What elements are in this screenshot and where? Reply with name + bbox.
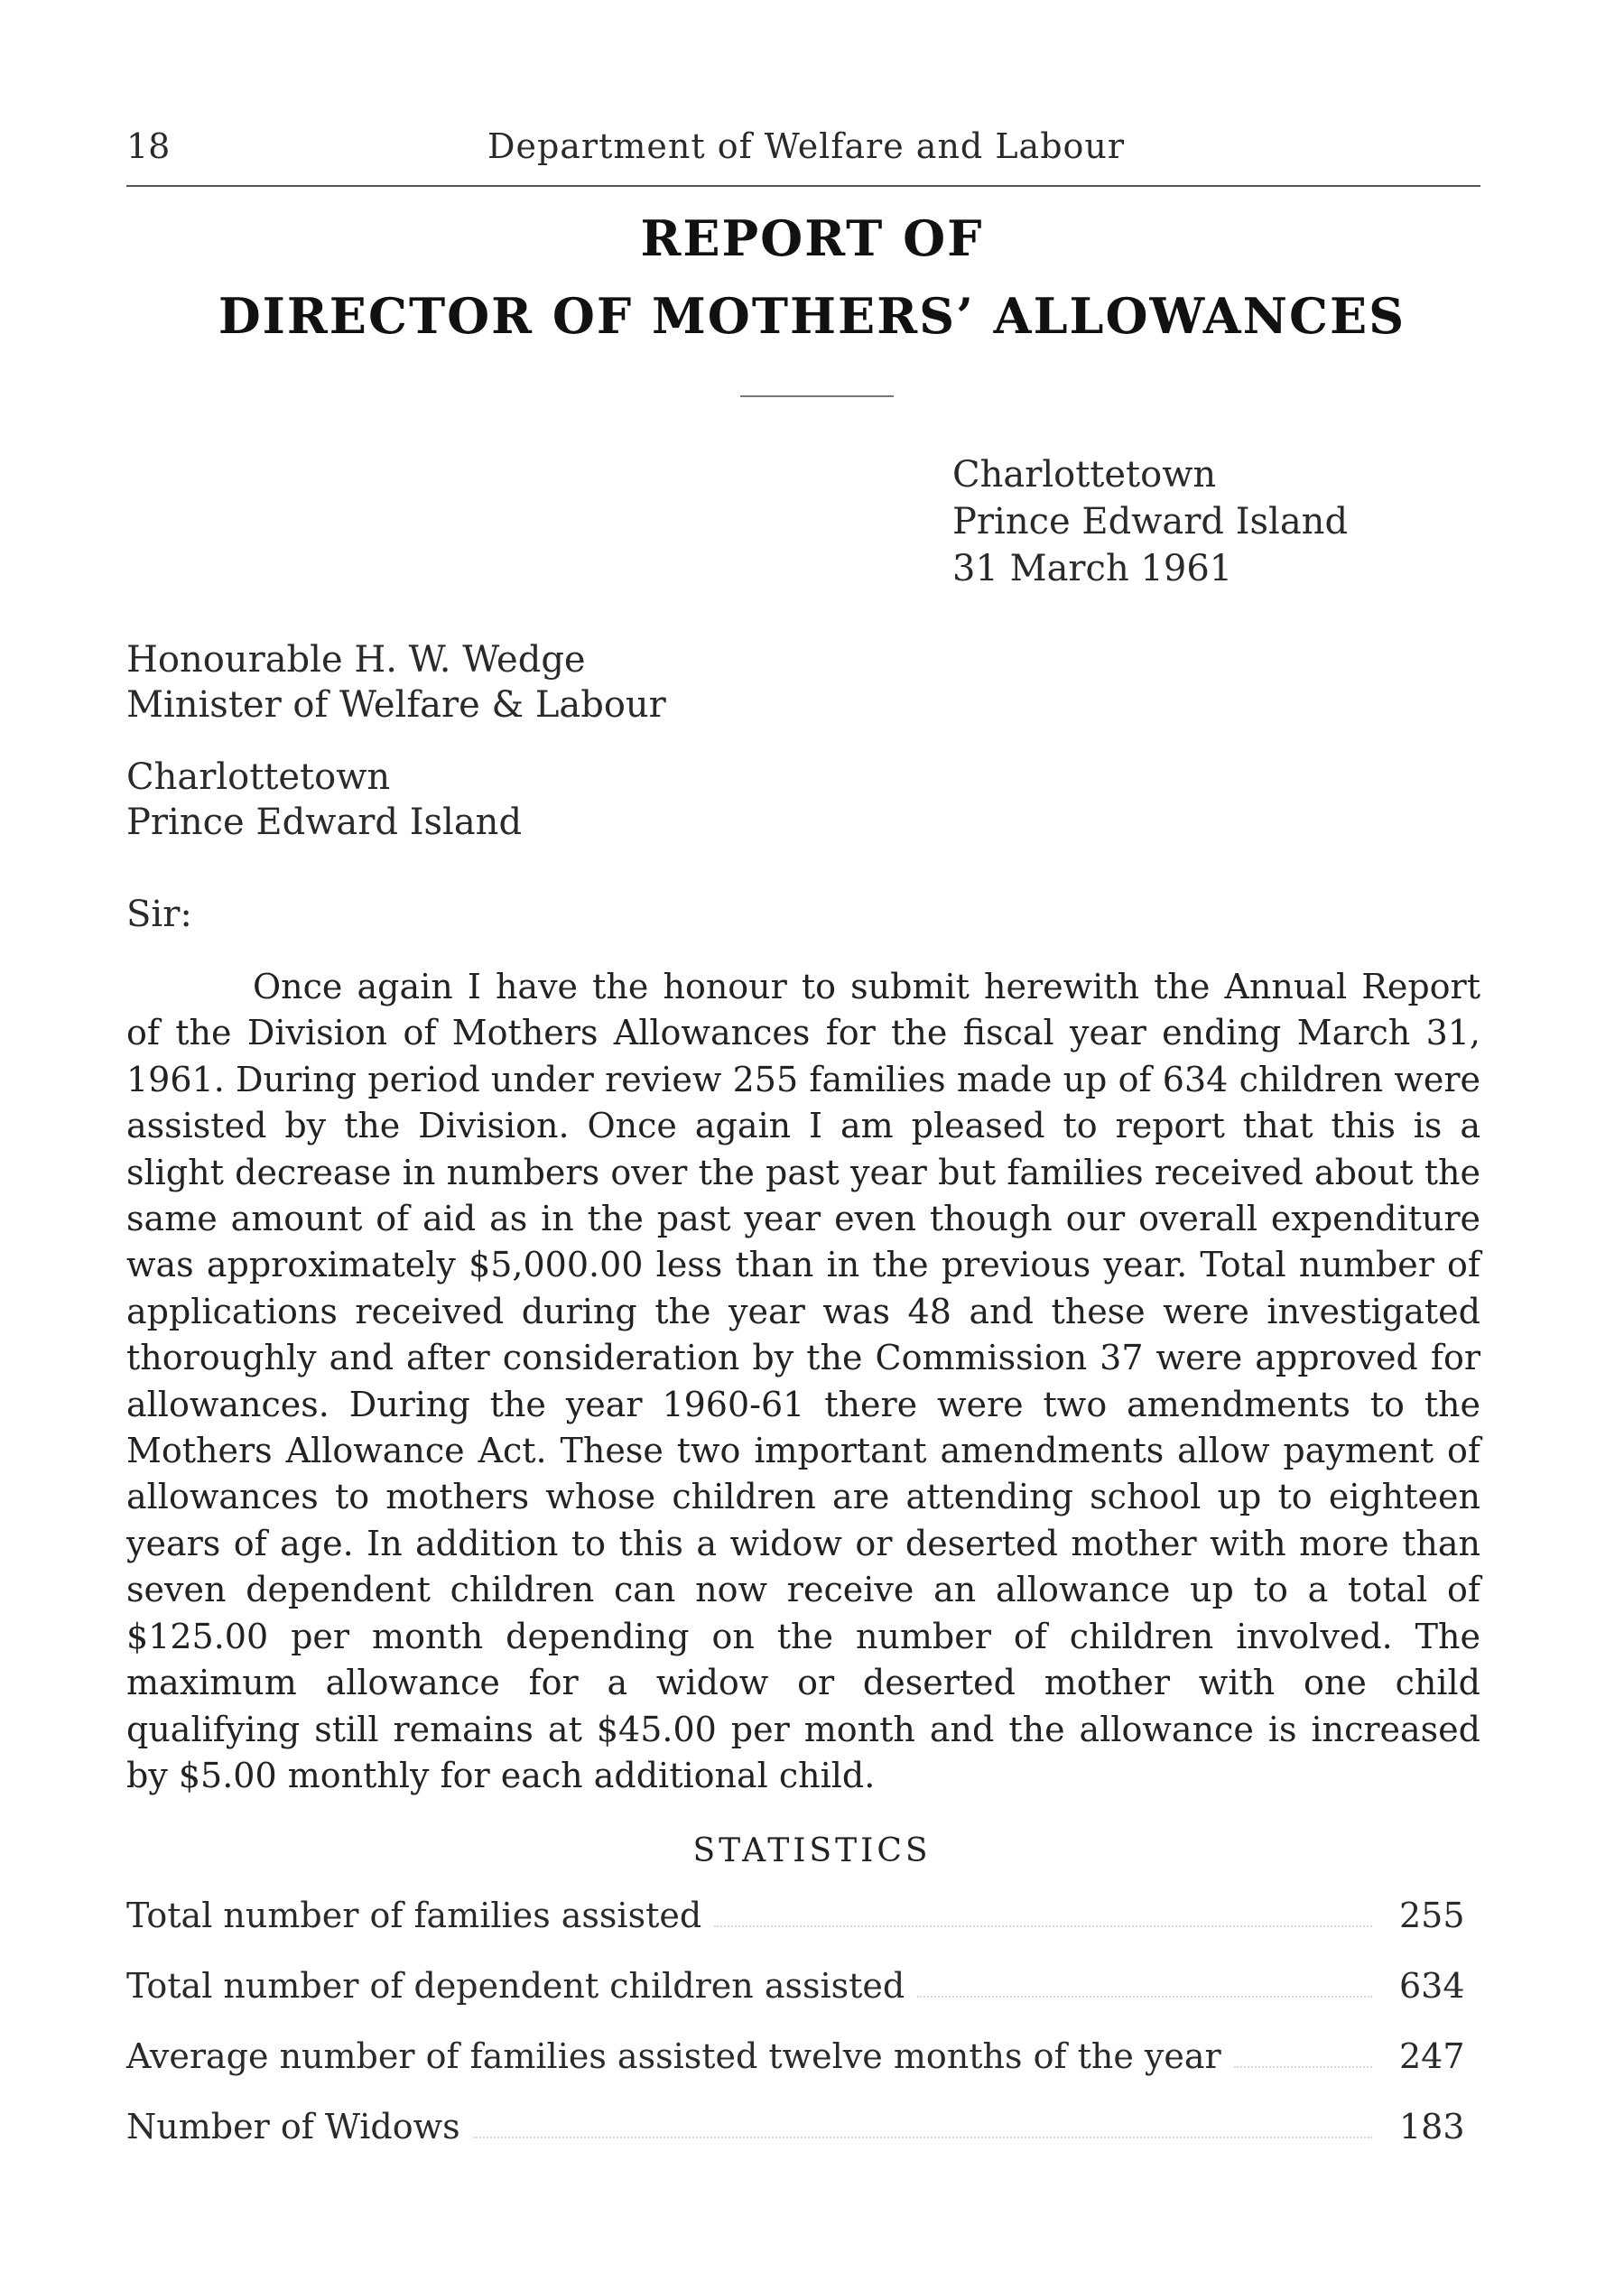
stat-value: 255 bbox=[1399, 1896, 1465, 1935]
stat-value: 634 bbox=[1399, 1966, 1465, 2006]
header-rule bbox=[126, 185, 1480, 187]
report-title-line-1: REPORT OF bbox=[640, 209, 984, 267]
recipient-city: Charlottetown bbox=[126, 756, 391, 798]
statistics-heading: STATISTICS bbox=[692, 1832, 932, 1869]
sender-city: Charlottetown bbox=[952, 454, 1217, 496]
dot-leader bbox=[714, 1924, 1372, 1927]
stat-row-average-families bbox=[126, 2036, 1465, 2107]
recipient-address bbox=[126, 637, 666, 845]
running-head bbox=[126, 126, 1480, 181]
stat-value: 247 bbox=[1399, 2036, 1465, 2076]
stat-label: Average number of families assisted twelve months of the year bbox=[126, 2036, 1221, 2076]
stat-label: Total number of families assisted bbox=[126, 1896, 702, 1935]
running-title: Department of Welfare and Labour bbox=[487, 126, 1126, 166]
dot-leader bbox=[917, 1995, 1372, 1998]
stat-value: 183 bbox=[1399, 2107, 1465, 2147]
title-divider bbox=[740, 395, 894, 397]
stat-label: Total number of dependent children assisted bbox=[126, 1966, 905, 2006]
letter-date: 31 March 1961 bbox=[952, 548, 1233, 589]
recipient-name: Honourable H. W. Wedge bbox=[126, 639, 586, 681]
stat-row-families bbox=[126, 1896, 1465, 1966]
sender-address bbox=[952, 451, 1348, 592]
stat-label: Number of Widows bbox=[126, 2107, 460, 2147]
report-body-paragraph: Once again I have the honour to submit herewith the Annual Report of the Division of Mothers Allowances for the fiscal year ending March 31, 1961. During period under review 255 families made up of 634 children were assisted by the Division. Once again I am pleased to report that this is a slight decrease in numbers over the past year but families received about the same amount of aid as in the past year even though our overall expenditure was approximately $5,000.00 less than in the previous year. Total number of applications received during the year was 48 and these were investigated thoroughly and after consideration by the Commission 37 were approved for allowances. During the year 1960-61 there were two amendments to the Mothers Allowance Act. These two important amendments allow payment of allowances to mothers whose children are attending school up to eighteen years of age. In addition to this a widow or deserted mother with more than seven dependent children can now receive an allowance up to a total of $125.00 per month depending on the number of children involved. The maximum allowance for a widow or deserted mother with one child qualifying still remains at $45.00 per month and the allowance is increased by $5.00 monthly for each additional child. bbox=[126, 967, 1480, 1795]
sender-province: Prince Edward Island bbox=[952, 501, 1349, 542]
salutation: Sir: bbox=[126, 894, 192, 935]
recipient-position: Minister of Welfare & Labour bbox=[126, 684, 666, 726]
page-number: 18 bbox=[126, 126, 171, 166]
dot-leader bbox=[1234, 2065, 1372, 2068]
stat-row-widows bbox=[126, 2107, 1465, 2177]
stat-row-children bbox=[126, 1966, 1465, 2036]
report-title-line-2: DIRECTOR OF MOTHERS’ ALLOWANCES bbox=[218, 287, 1406, 345]
recipient-province: Prince Edward Island bbox=[126, 802, 523, 843]
dot-leader bbox=[473, 2136, 1372, 2138]
statistics-table bbox=[126, 1896, 1465, 2177]
